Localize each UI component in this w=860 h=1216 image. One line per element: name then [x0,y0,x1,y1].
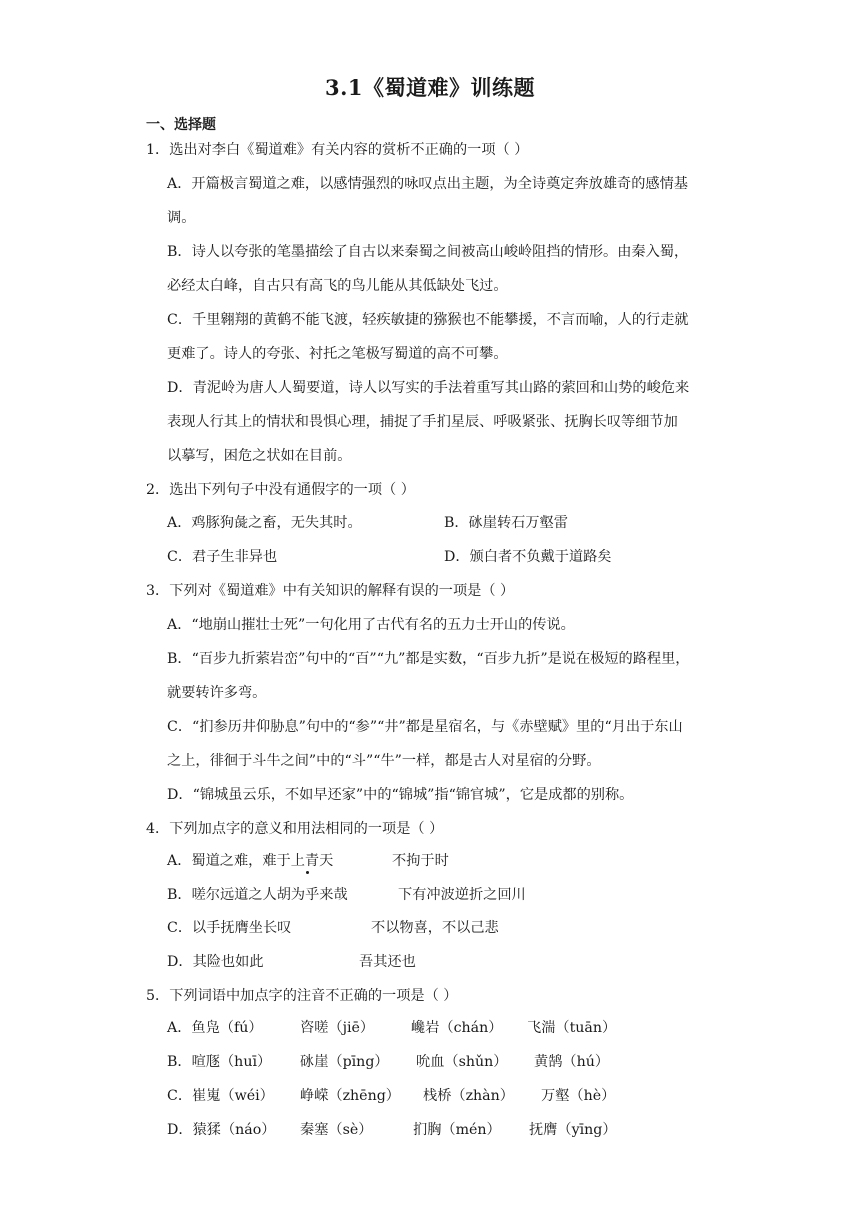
q5-a-item-1: A．鱼凫（fú） [167,1020,263,1036]
q3-option-a: A．“地崩山摧壮士死”一句化用了古代有名的五力士开山的传说。 [167,617,575,633]
q5-a-item-3: 巉岩（chán） [411,1020,503,1036]
q5-d-item-3: 扪胸（mén） [413,1122,501,1138]
q2-option-d: D．颁白者不负戴于道路矣 [444,549,612,565]
question-3-stem: 3．下列对《蜀道难》中有关知识的解释有误的一项是（ ） [146,583,515,599]
q5-b-item-1: B．喧豗（huī） [167,1054,272,1070]
q1-option-a-line2: 调。 [167,210,196,226]
q1-option-b-line1: B．诗人以夸张的笔墨描绘了自古以来秦蜀之间被高山峻岭阻挡的情形。由秦入蜀， [167,244,689,260]
q2-option-b: B．砯崖转石万壑雷 [444,515,568,531]
question-1-stem: 1．选出对李白《蜀道难》有关内容的赏析不正确的一项（ ） [146,142,529,158]
q5-c-item-3: 栈桥（zhàn） [423,1088,514,1104]
q5-d-item-1: D．猿猱（náo） [167,1122,276,1138]
q4-option-a-right: 不拘于时 [392,853,449,869]
q5-a-item-2: 咨嗟（jiē） [300,1020,375,1036]
q5-c-item-2: 峥嵘（zhēng） [300,1088,400,1104]
q4-option-b-left: B．嗟尔远道之人胡为乎来哉 [167,887,348,903]
q5-b-item-4: 黄鹄（hú） [534,1054,610,1070]
q1-option-d-line1: D．青泥岭为唐人人蜀要道，诗人以写实的手法着重写其山路的萦回和山势的峻危来 [167,380,690,396]
q5-b-item-2: 砯崖（pīng） [300,1054,389,1070]
q4-option-b-right: 下有冲波逆折之回川 [398,887,526,903]
q1-option-d-line3: 以摹写，困危之状如在目前。 [167,448,352,464]
page-title: 3.1《蜀道难》训练题 [324,75,536,100]
q4-option-c-left: C．以手抚膺坐长叹 [167,920,292,936]
q1-option-c-line1: C．千里翱翔的黄鹤不能飞渡，轻疾敏捷的猕猴也不能攀援，不言而喻，人的行走就 [167,312,689,328]
q3-option-c-line1: C．“扪参历井仰胁息”句中的“参”“井”都是星宿名，与《赤壁赋》里的“月出于东山 [167,719,683,735]
q2-option-a: A．鸡豚狗彘之畜，无失其时。 [167,515,362,531]
q1-option-d-line2: 表现人行其上的情状和畏惧心理，捕捉了手扪星辰、呼吸紧张、抚胸长叹等细节加 [167,414,678,430]
q2-option-c: C．君子生非异也 [167,549,278,565]
q4-option-a-left: A．蜀道之难，难于上青天 [167,853,334,869]
question-2-stem: 2．选出下列句子中没有通假字的一项（ ） [146,482,415,498]
q5-a-item-4: 飞湍（tuān） [527,1020,617,1036]
q4-option-c-right: 不以物喜，不以己悲 [371,920,499,936]
q1-option-c-line2: 更难了。诗人的夸张、衬托之笔极写蜀道的高不可攀。 [167,346,508,362]
q5-d-item-4: 抚膺（yīng） [529,1122,617,1138]
q3-option-d: D．“锦城虽云乐，不如早还家”中的“锦城”指“锦官城”，它是成都的别称。 [167,787,634,803]
q4-option-d-right: 吾其还也 [359,954,416,970]
q3-option-b-line2: 就要转许多弯。 [167,685,267,701]
q1-option-b-line2: 必经太白峰，自古只有高飞的鸟儿能从其低缺处飞过。 [167,278,508,294]
q3-option-c-line2: 之上，徘徊于斗牛之间”中的“斗”“牛”一样，都是古人对星宿的分野。 [167,753,601,769]
q3-option-b-line1: B．“百步九折萦岩峦”句中的“百”“九”都是实数，“百步九折”是说在极短的路程里， [167,651,690,667]
q4-option-d-left: D．其险也如此 [167,954,264,970]
q5-c-item-4: 万壑（hè） [541,1088,616,1104]
question-5-stem: 5．下列词语中加点字的注音不正确的一项是（ ） [146,988,458,1004]
q5-d-item-2: 秦塞（sè） [300,1122,373,1138]
question-4-stem: 4．下列加点字的意义和用法相同的一项是（ ） [146,821,444,837]
q5-c-item-1: C．崔嵬（wéi） [167,1088,274,1104]
section-heading: 一、选择题 [146,117,216,133]
q1-option-a-line1: A．开篇极言蜀道之难，以感情强烈的咏叹点出主题，为全诗奠定奔放雄奇的感情基 [167,176,688,192]
q5-b-item-3: 吮血（shǔn） [416,1054,508,1070]
